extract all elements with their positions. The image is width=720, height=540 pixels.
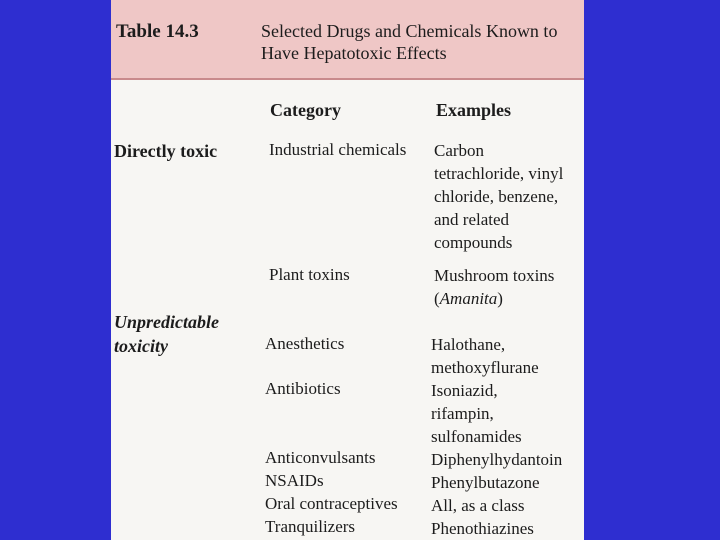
examples-cell: Isoniazid, rifampin, sulfonamides xyxy=(431,381,522,446)
table-number: Table 14.3 xyxy=(116,21,199,42)
category-cell: Antibiotics xyxy=(265,379,341,398)
examples-cell: Carbon tetrachloride, vinyl chloride, benzene, and related compounds xyxy=(434,141,564,252)
table-header xyxy=(111,0,584,80)
group-label-directly-toxic: Directly toxic xyxy=(114,141,218,161)
column-header-examples: Examples xyxy=(436,100,512,120)
category-cell: Industrial chemicals xyxy=(269,140,407,159)
examples-cell: All, as a class xyxy=(431,496,525,515)
category-cell: Anticonvulsants xyxy=(265,448,376,467)
category-cell: Anesthetics xyxy=(265,334,345,353)
examples-cell: Mushroom toxins (Amanita) xyxy=(434,266,555,308)
group-label-unpredictable-toxicity: Unpredictable toxicity xyxy=(114,312,219,356)
examples-cell: Phenothiazines xyxy=(431,519,534,538)
examples-cell: Phenylbutazone xyxy=(431,473,540,492)
textbook-page xyxy=(111,0,584,540)
category-cell: Plant toxins xyxy=(269,265,350,284)
column-header-category: Category xyxy=(270,100,341,120)
category-cell: Oral contraceptives xyxy=(265,494,398,513)
genus-name: Amanita xyxy=(439,289,498,308)
category-cell: Tranquilizers xyxy=(265,517,356,536)
examples-cell: Halothane, methoxyflurane xyxy=(431,335,539,377)
examples-cell: Diphenylhydantoin xyxy=(431,450,563,469)
category-cell: NSAIDs xyxy=(265,471,324,490)
table-title: Selected Drugs and Chemicals Known to Have Hepatotoxic Effects xyxy=(261,21,558,63)
